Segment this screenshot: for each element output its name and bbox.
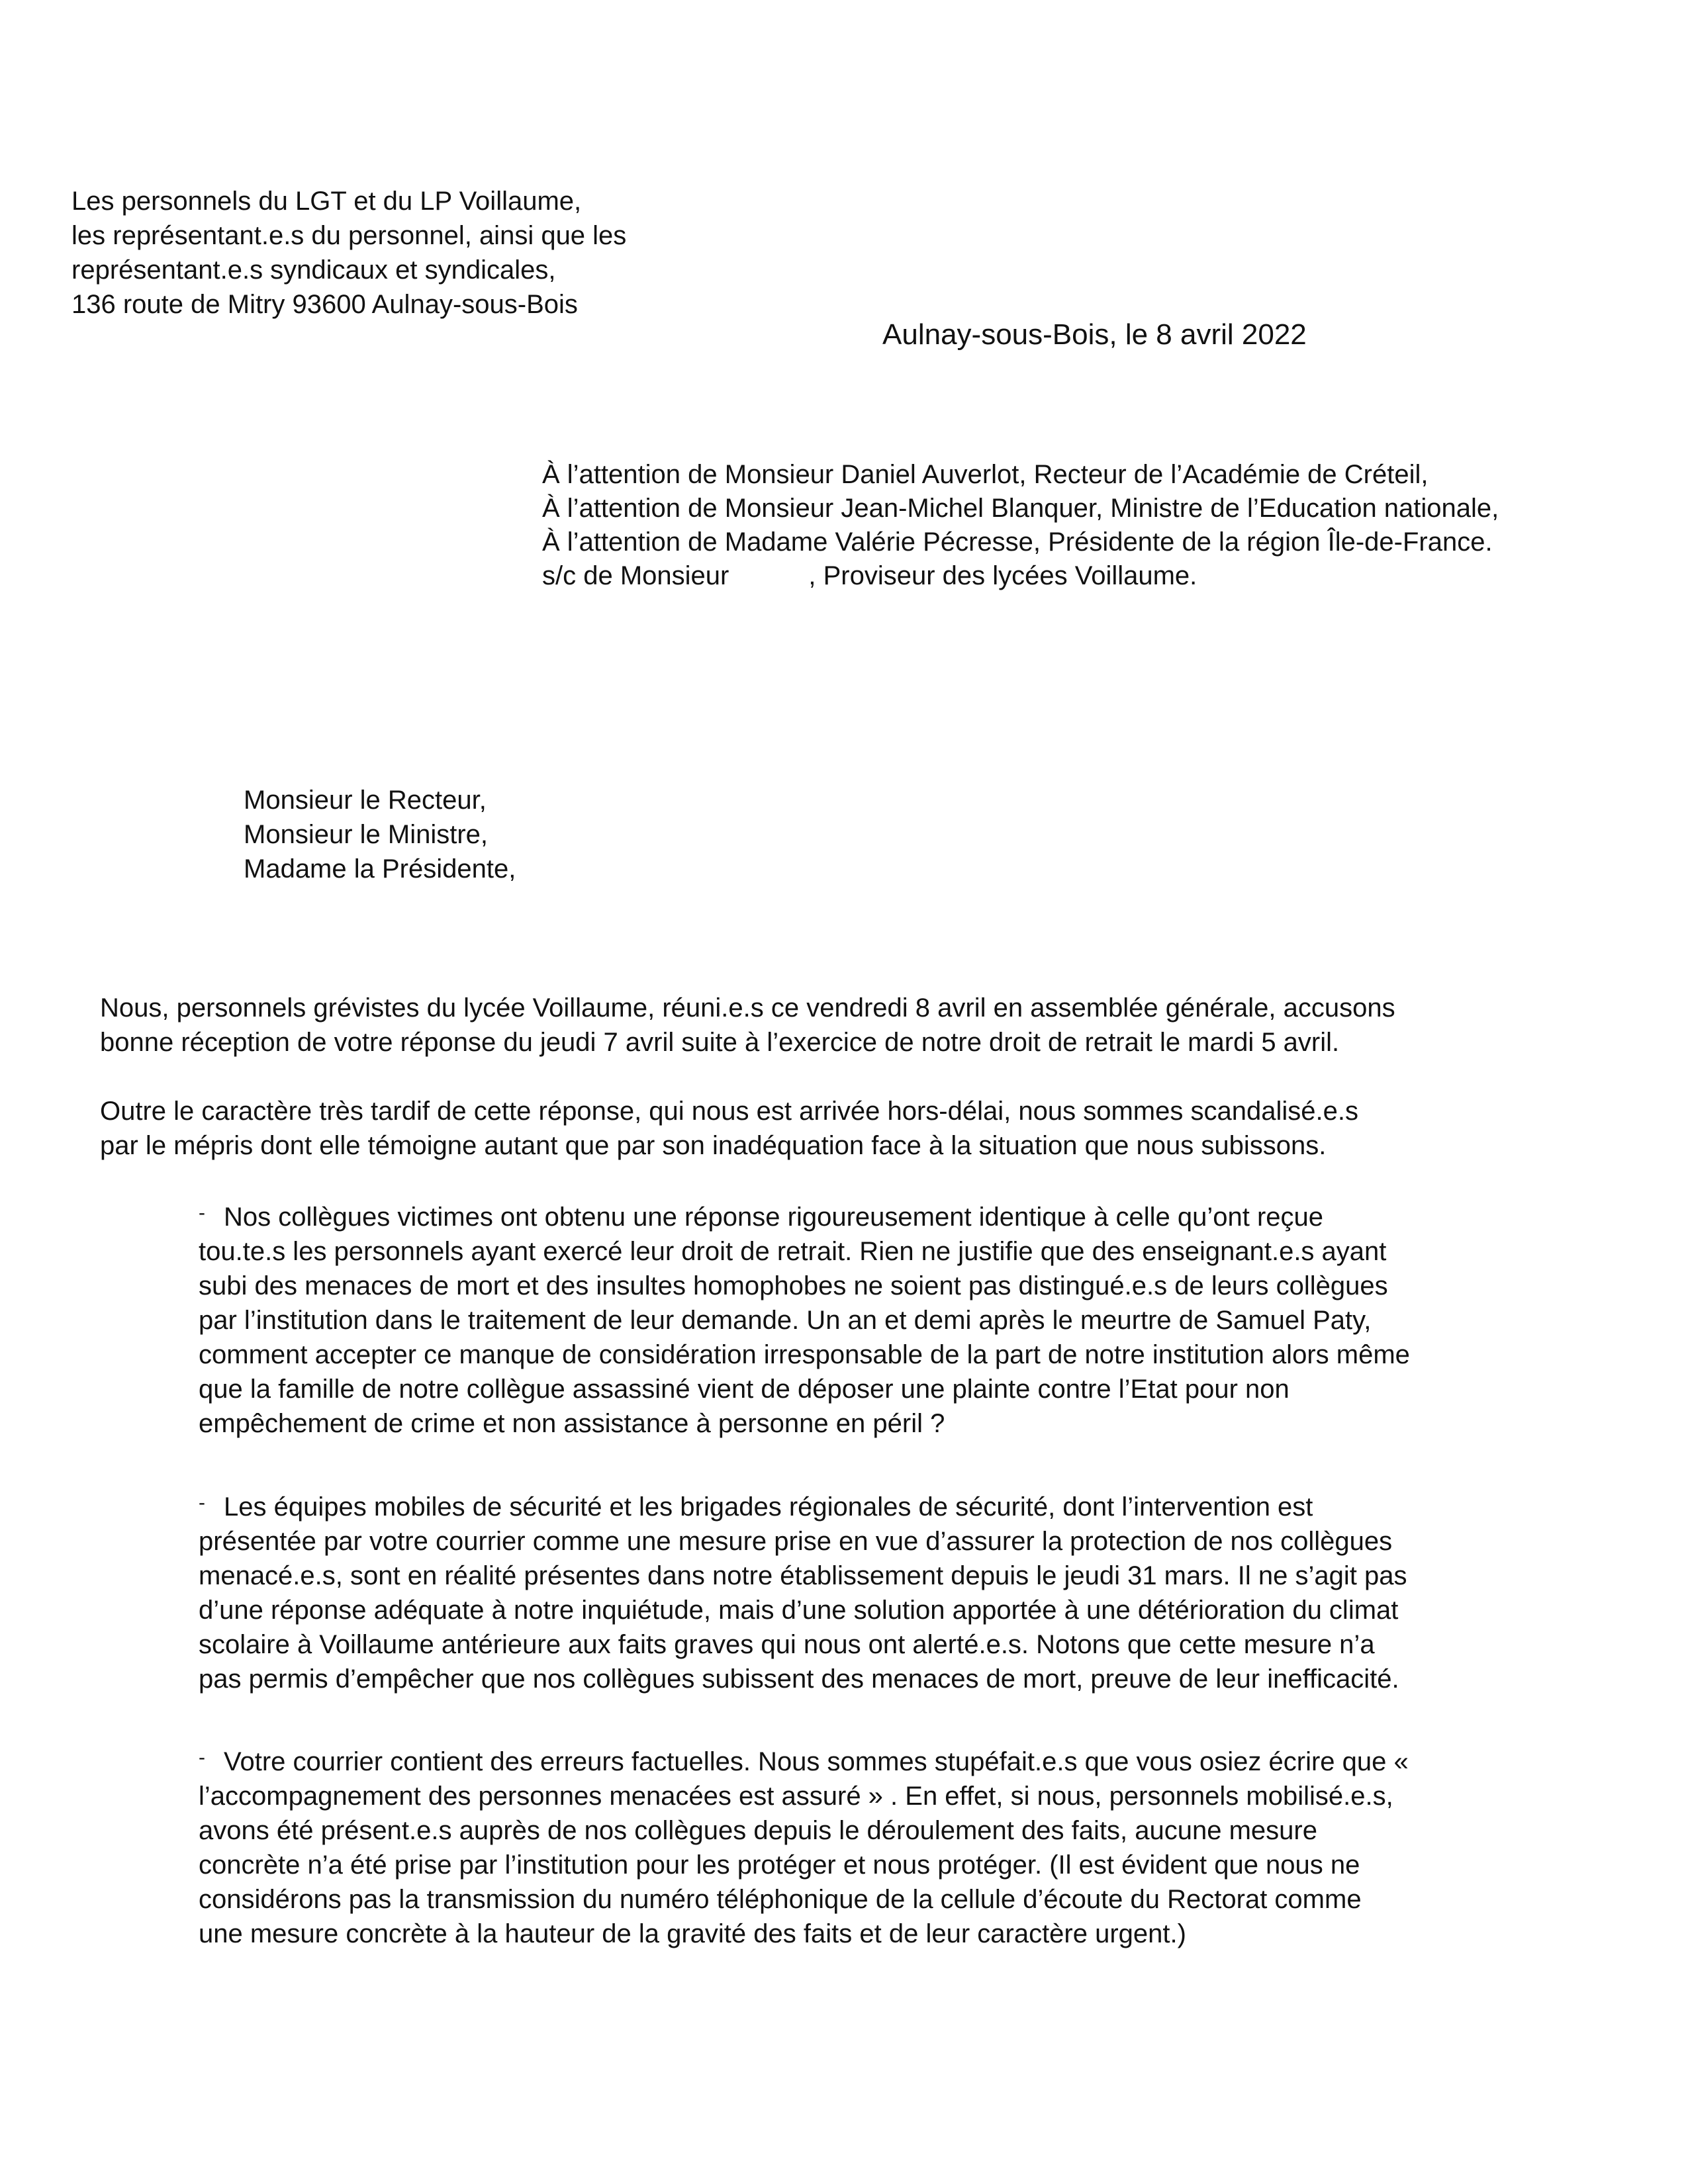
bullet-line: d’une réponse adéquate à notre inquiétude, mais d’une solution apportée à une détérioration du climat xyxy=(199,1596,1399,1625)
recipients-block xyxy=(542,458,1499,593)
bullet-line: présentée par votre courrier comme une mesure prise en vue d’assurer la protection de nos collègues xyxy=(199,1527,1393,1556)
sous-couvert-suffix: , Proviseur des lycées Voillaume. xyxy=(808,561,1197,590)
bullet-first-line xyxy=(199,1200,1602,1234)
bullet-line: une mesure concrète à la hauteur de la gravité des faits et de leur caractère urgent.) xyxy=(199,1919,1186,1948)
bullet-item xyxy=(199,1200,1602,1441)
paragraph-line: par le mépris dont elle témoigne autant que par son inadéquation face à la situation que nous subissons. xyxy=(100,1131,1327,1160)
paragraph-line: Outre le caractère très tardif de cette réponse, qui nous est arrivée hors-délai, nous sommes scandalisé.e.s xyxy=(100,1097,1358,1126)
recipient-line: À l’attention de Monsieur Jean-Michel Blanquer, Ministre de l’Education nationale, xyxy=(542,494,1499,523)
bullet-line: tou.te.s les personnels ayant exercé leur droit de retrait. Rien ne justifie que des enseignant.e.s ayant xyxy=(199,1237,1387,1266)
bullet-line: menacé.e.s, sont en réalité présentes dans notre établissement depuis le jeudi 31 mars. Il ne s’agit pas xyxy=(199,1561,1407,1590)
bullet-marker: - xyxy=(199,1492,205,1514)
sender-address: 136 route de Mitry 93600 Aulnay-sous-Bois xyxy=(71,290,578,319)
salutation-line: Monsieur le Ministre, xyxy=(244,820,489,849)
bullet-line: comment accepter ce manque de considération irresponsable de la part de notre institution alors même xyxy=(199,1340,1410,1369)
paragraph-line: bonne réception de votre réponse du jeudi 7 avril suite à l’exercice de notre droit de retrait le mardi 5 avril. xyxy=(100,1028,1340,1057)
bullet-line: l’accompagnement des personnes menacées est assuré » . En effet, si nous, personnels mobilisé.e.s, xyxy=(199,1782,1393,1811)
salutation-line: Madame la Présidente, xyxy=(244,854,516,884)
body-paragraph xyxy=(100,991,1596,1060)
salutation-block xyxy=(244,783,516,886)
recipient-line: À l’attention de Madame Valérie Pécresse, Présidente de la région Île-de-France. xyxy=(542,527,1493,557)
recipient-line: À l’attention de Monsieur Daniel Auverlot, Recteur de l’Académie de Créteil, xyxy=(542,460,1429,489)
bullet-line: subi des menaces de mort et des insultes homophobes ne soient pas distingué.e.s de leurs collègues xyxy=(199,1271,1388,1300)
salutation-line: Monsieur le Recteur, xyxy=(244,786,487,815)
date-line: Aulnay-sous-Bois, le 8 avril 2022 xyxy=(882,318,1307,351)
sous-couvert-prefix: s/c de Monsieur xyxy=(542,561,729,590)
sender-line: Les personnels du LGT et du LP Voillaume, xyxy=(71,187,582,216)
bullet-line: considérons pas la transmission du numéro téléphonique de la cellule d’écoute du Rectorat comme xyxy=(199,1885,1362,1914)
bullet-line: avons été présent.e.s auprès de nos collègues depuis le déroulement des faits, aucune mesure xyxy=(199,1816,1317,1845)
bullet-item xyxy=(199,1490,1602,1696)
bullet-marker: - xyxy=(199,1202,205,1224)
bullet-line: concrète n’a été prise par l’institution pour les protéger et nous protéger. (Il est évident que nous ne xyxy=(199,1850,1360,1880)
sous-couvert-line xyxy=(542,559,1499,593)
bullet-first-line xyxy=(199,1745,1602,1779)
sender-line: représentant.e.s syndicaux et syndicales, xyxy=(71,255,556,285)
bullet-line: pas permis d’empêcher que nos collègues subissent des menaces de mort, preuve de leur inefficacité. xyxy=(199,1664,1399,1694)
bullet-item xyxy=(199,1745,1602,1951)
bullet-text: Les équipes mobiles de sécurité et les brigades régionales de sécurité, dont l’intervention est xyxy=(224,1492,1313,1522)
bullet-line: scolaire à Voillaume antérieure aux faits graves qui nous ont alerté.e.s. Notons que cette mesure n’a xyxy=(199,1630,1375,1659)
bullet-text: Nos collègues victimes ont obtenu une réponse rigoureusement identique à celle qu’ont reçue xyxy=(224,1203,1324,1232)
paragraph-line: Nous, personnels grévistes du lycée Voillaume, réuni.e.s ce vendredi 8 avril en assemblée générale, accusons xyxy=(100,993,1395,1023)
sender-line: les représentant.e.s du personnel, ainsi que les xyxy=(71,221,627,250)
sender-block xyxy=(71,184,626,322)
bullet-line: par l’institution dans le traitement de leur demande. Un an et demi après le meurtre de Samuel Paty, xyxy=(199,1306,1372,1335)
bullet-line: que la famille de notre collègue assassiné vient de déposer une plainte contre l’Etat pour non xyxy=(199,1375,1289,1404)
bullet-text: Votre courrier contient des erreurs factuelles. Nous sommes stupéfait.e.s que vous osiez écrire que « xyxy=(224,1747,1409,1776)
bullet-line: empêchement de crime et non assistance à personne en péril ? xyxy=(199,1409,945,1438)
body-paragraph xyxy=(100,1094,1596,1163)
bullet-first-line xyxy=(199,1490,1602,1524)
bullet-marker: - xyxy=(199,1747,205,1768)
